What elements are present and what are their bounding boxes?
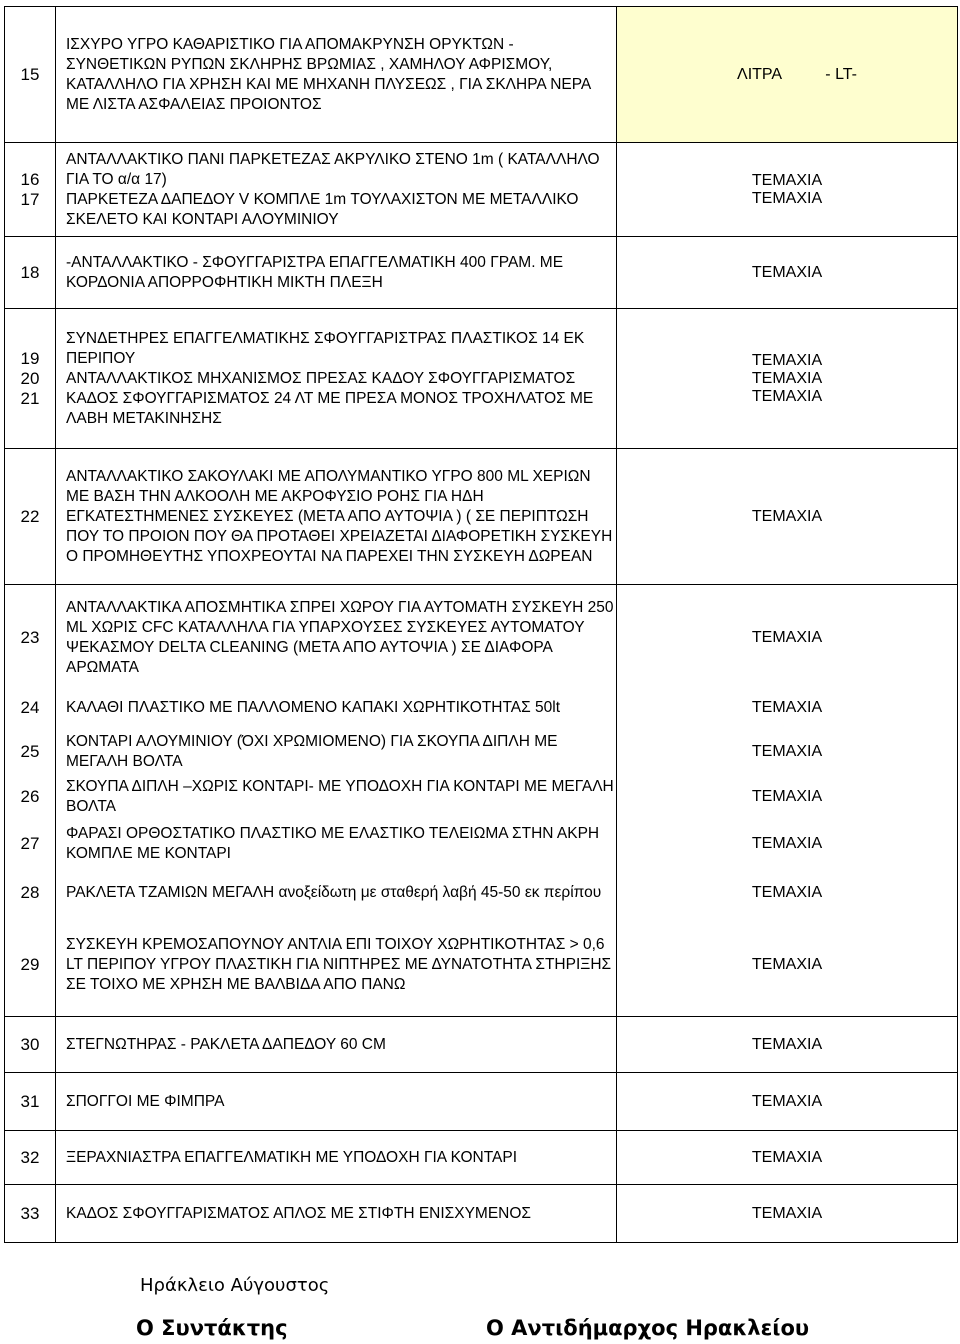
- unit-label: ΤΕΜΑΧΙΑ: [751, 834, 823, 852]
- item-number: 23: [20, 627, 40, 647]
- item-description: ΙΣΧΥΡΟ ΥΓΡΟ ΚΑΘΑΡΙΣΤΙΚΟ ΓΙΑ ΑΠΟΜΑΚΡΥΝΣΗ ΟΡΥΚΤΩΝ - ΣΥΝΘΕΤΙΚΩΝ ΡΥΠΩΝ ΣΚΛΗΡΗΣ ΒΡΩΜΙΑΣ , ΧΑΜΗΛΟΥ ΑΦΡΙΣΜΟΥ, ΚΑΤΑΛΛΗΛΟ ΓΙΑ ΧΡΗΣΗ ΚΑΙ ΜΕ ΜΗΧΑΝΗ ΠΛΥΣΕΩΣ , ΓΙΑ ΣΚΛΗΡΑ ΝΕΡΑ ΜΕ ΛΙΣΤΑ ΑΣΦΑΛΕΙΑΣ ΠΡΟΙΟΝΤΟΣ: [56, 7, 617, 143]
- unit-label: ΤΕΜΑΧΙΑ: [751, 189, 823, 207]
- place-date: Ηράκλειο Αύγουστος: [140, 1275, 330, 1296]
- item-number: 33: [5, 1185, 56, 1243]
- item-number: 30: [5, 1017, 56, 1073]
- unit-group: [617, 309, 958, 449]
- item-description-group: [56, 143, 617, 237]
- table-row: [5, 309, 958, 449]
- table-row: [5, 585, 958, 1017]
- item-description-group: [56, 585, 617, 1017]
- item-number: 29: [20, 954, 40, 974]
- table-row: [5, 237, 958, 309]
- table-row: [5, 1073, 958, 1131]
- item-number: 31: [5, 1073, 56, 1131]
- unit-label: ΤΕΜΑΧΙΑ: [617, 1017, 958, 1073]
- unit-label: ΤΕΜΑΧΙΑ: [751, 369, 823, 387]
- item-number: 17: [20, 189, 40, 209]
- item-description: ΠΑΡΚΕΤΕΖΑ ΔΑΠΕΔΟΥ V ΚΟΜΠΛΕ 1m ΤΟΥΛΑΧΙΣΤΟΝ ΜΕ ΜΕΤΑΛΛΙΚΟ ΣΚΕΛΕΤΟ ΚΑΙ ΚΟΝΤΑΡΙ ΑΛΟΥΜΙΝΙΟΥ: [66, 190, 579, 228]
- unit-label: ΤΕΜΑΧΙΑ: [617, 1073, 958, 1131]
- item-number-group: [5, 585, 56, 1017]
- table-row: [5, 1131, 958, 1185]
- unit-label: ΤΕΜΑΧΙΑ: [751, 171, 823, 189]
- item-description: ΑΝΤΑΛΛΑΚΤΙΚΟ ΣΑΚΟΥΛΑΚΙ ΜΕ ΑΠΟΛΥΜΑΝΤΙΚΟ ΥΓΡΟ 800 ML ΧΕΡΙΩΝ ΜΕ ΒΑΣΗ ΤΗΝ ΑΛΚΟΟΛΗ ΜΕ ΑΚΡΟΦΥΣΙΟ ΡΟΗΣ ΓΙΑ ΗΔΗ ΕΓΚΑΤΕΣΤΗΜΕΝΕΣ ΣΥΣΚΕΥΕΣ (ΜΕΤΑ ΑΠΟ ΑΥΤΟΨΙΑ ) ( ΣΕ ΠΕΡΙΠΤΩΣΗ ΠΟΥ ΤΟ ΠΡΟΙΟΝ ΠΟΥ ΘΑ ΠΡΟΤΑΘΕΙ ΧΡΕΙΑΖΕΤΑΙ ΔΙΑΦΟΡΕΤΙΚΗ ΣΥΣΚΕΥΗ Ο ΠΡΟΜΗΘΕΥΤΗΣ ΥΠΟΧΡΕΟΥΤΑΙ ΝΑ ΠΑΡΕΧΕΙ ΤΗΝ ΣΥΣΚΕΥΗ ΔΩΡΕΑΝ: [56, 449, 617, 585]
- unit-label: ΤΕΜΑΧΙΑ: [751, 787, 823, 805]
- unit-label: ΤΕΜΑΧΙΑ: [751, 387, 823, 405]
- item-number: 26: [20, 786, 40, 806]
- item-number: 24: [20, 697, 40, 717]
- item-number: 20: [20, 368, 40, 388]
- deputy-mayor-signature-label: Ο Αντιδήμαρχος Ηρακλείου: [486, 1316, 810, 1340]
- unit-label: ΤΕΜΑΧΙΑ: [617, 237, 958, 309]
- item-description: ΦΑΡΑΣΙ ΟΡΘΟΣΤΑΤΙΚΟ ΠΛΑΣΤΙΚΟ ΜΕ ΕΛΑΣΤΙΚΟ ΤΕΛΕΙΩΜΑ ΣΤΗΝ ΑΚΡΗ ΚΟΜΠΛΕ ΜΕ ΚΟΝΤΑΡΙ: [66, 824, 600, 862]
- unit-group: [617, 143, 958, 237]
- unit-cell: [617, 7, 958, 143]
- table-row: [5, 7, 958, 143]
- item-number-group: [5, 143, 56, 237]
- table-row: [5, 449, 958, 585]
- unit-label: ΤΕΜΑΧΙΑ: [751, 955, 823, 973]
- item-description: ΑΝΤΑΛΛΑΚΤΙΚΟ ΠΑΝΙ ΠΑΡΚΕΤΕΖΑΣ ΑΚΡΥΛΙΚΟ ΣΤΕΝΟ 1m ( ΚΑΤΑΛΛΗΛΟ ΓΙΑ ΤΟ α/α 17): [66, 150, 600, 188]
- item-description: ΣΥΣΚΕΥΗ ΚΡΕΜΟΣΑΠΟΥΝΟΥ ΑΝΤΛΙΑ ΕΠΙ ΤΟΙΧΟΥ ΧΩΡΗΤΙΚΟΤΗΤΑΣ > 0,6 LT ΠΕΡΙΠΟΥ ΥΓΡΟΥ ΠΛΑΣΤΙΚΗ ΓΙΑ ΝΙΠΤΗΡΕΣ ΜΕ ΔΥΝΑΤΟΤΗΤΑ ΣΤΗΡΙΞΗΣ ΣΕ ΤΟΙΧΟ ΜΕ ΧΡΗΣΗ ΜΕ ΒΑΛΒΙΔΑ ΑΠΟ ΠΑΝΩ: [66, 935, 612, 993]
- item-description: -ΑΝΤΑΛΛΑΚΤΙΚΟ - ΣΦΟΥΓΓΑΡΙΣΤΡΑ ΕΠΑΓΓΕΛΜΑΤΙΚΗ 400 ΓΡΑΜ. ΜΕ ΚΟΡΔΟΝΙΑ ΑΠΟΡΡΟΦΗΤΙΚΗ ΜΙΚΤΗ ΠΛΕΞΗ: [56, 237, 617, 309]
- item-number: 16: [20, 169, 40, 189]
- item-description: ΣΠΟΓΓΟΙ ΜΕ ΦΙΜΠΡΑ: [56, 1073, 617, 1131]
- item-number: 18: [5, 237, 56, 309]
- table-row: [5, 1185, 958, 1243]
- author-signature-label: Ο Συντάκτης: [136, 1316, 288, 1340]
- item-description: ΑΝΤΑΛΛΑΚΤΙΚΑ ΑΠΟΣΜΗΤΙΚΑ ΣΠΡΕΙ ΧΩΡΟΥ ΓΙΑ ΑΥΤΟΜΑΤΗ ΣΥΣΚΕΥΗ 250 ML ΧΩΡΙΣ CFC ΚΑΤΑΛΛΗΛΑ ΓΙΑ ΥΠΑΡΧΟΥΣΕΣ ΣΥΣΚΕΥΕΣ ΑΥΤΟΜΑΤΟΥ ΨΕΚΑΣΜΟΥ DELTA CLEANING (ΜΕΤΑ ΑΠΟ ΑΥΤΟΨΙΑ ) ΣΕ ΔΙΑΦΟΡΑ ΑΡΩΜΑΤΑ: [66, 598, 614, 676]
- item-number: 19: [20, 348, 40, 368]
- item-description: ΣΥΝΔΕΤΗΡΕΣ ΕΠΑΓΓΕΛΜΑΤΙΚΗΣ ΣΦΟΥΓΓΑΡΙΣΤΡΑΣ ΠΛΑΣΤΙΚΟΣ 14 ΕΚ ΠΕΡΙΠΟΥ: [66, 329, 585, 367]
- item-description: ΚΑΔΟΣ ΣΦΟΥΓΓΑΡΙΣΜΑΤΟΣ 24 ΛΤ ΜΕ ΠΡΕΣΑ ΜΟΝΟΣ ΤΡΟΧΗΛΑΤΟΣ ΜΕ ΛΑΒΗ ΜΕΤΑΚΙΝΗΣΗΣ: [66, 389, 594, 427]
- unit-label: ΤΕΜΑΧΙΑ: [617, 1185, 958, 1243]
- item-number: 21: [20, 388, 40, 408]
- unit-label: ΤΕΜΑΧΙΑ: [617, 1131, 958, 1185]
- item-description: ΞΕΡΑΧΝΙΑΣΤΡΑ ΕΠΑΓΓΕΛΜΑΤΙΚΗ ΜΕ ΥΠΟΔΟΧΗ ΓΙΑ ΚΟΝΤΑΡΙ: [56, 1131, 617, 1185]
- unit-label: ΤΕΜΑΧΙΑ: [617, 449, 958, 585]
- table-row: [5, 1017, 958, 1073]
- item-description-group: [56, 309, 617, 449]
- table-row: [5, 143, 958, 237]
- item-description: ΑΝΤΑΛΛΑΚΤΙΚΟΣ ΜΗΧΑΝΙΣΜΟΣ ΠΡΕΣΑΣ ΚΑΔΟΥ ΣΦΟΥΓΓΑΡΙΣΜΑΤΟΣ: [66, 369, 576, 387]
- unit-label: ΤΕΜΑΧΙΑ: [751, 698, 823, 716]
- unit-group: [617, 585, 958, 1017]
- item-number: 22: [5, 449, 56, 585]
- unit-label: ΤΕΜΑΧΙΑ: [751, 351, 823, 369]
- item-description: ΚΑΔΟΣ ΣΦΟΥΓΓΑΡΙΣΜΑΤΟΣ ΑΠΛΟΣ ΜΕ ΣΤΙΦΤΗ ΕΝΙΣΧΥΜΕΝΟΣ: [56, 1185, 617, 1243]
- item-description: ΡΑΚΛΕΤΑ ΤΖΑΜΙΩΝ ΜΕΓΑΛΗ ανοξείδωτη με σταθερή λαβή 45-50 εκ περίπου: [66, 883, 602, 901]
- item-number: 15: [5, 7, 56, 143]
- item-description: ΣΚΟΥΠΑ ΔΙΠΛΗ –ΧΩΡΙΣ ΚΟΝΤΑΡΙ- ΜΕ ΥΠΟΔΟΧΗ ΓΙΑ ΚΟΝΤΑΡΙ ΜΕ ΜΕΓΑΛΗ ΒΟΛΤΑ: [66, 777, 614, 815]
- unit-label: ΤΕΜΑΧΙΑ: [751, 742, 823, 760]
- unit-abbr: - LT-: [825, 65, 857, 83]
- items-table: [4, 6, 958, 1243]
- unit-label: ΤΕΜΑΧΙΑ: [751, 883, 823, 901]
- item-description: ΣΤΕΓΝΩΤΗΡΑΣ - ΡΑΚΛΕΤΑ ΔΑΠΕΔΟΥ 60 CM: [56, 1017, 617, 1073]
- item-number: 32: [5, 1131, 56, 1185]
- item-description: ΚΑΛΑΘΙ ΠΛΑΣΤΙΚΟ ΜΕ ΠΑΛΛΟΜΕΝΟ ΚΑΠΑΚΙ ΧΩΡΗΤΙΚΟΤΗΤΑΣ 50lt: [66, 698, 561, 716]
- item-number: 28: [20, 882, 40, 902]
- item-description: ΚΟΝΤΑΡΙ ΑΛΟΥΜΙΝΙΟΥ (ΌΧΙ ΧΡΩΜΙΟΜΕΝΟ) ΓΙΑ ΣΚΟΥΠΑ ΔΙΠΛΗ ΜΕ ΜΕΓΑΛΗ ΒΟΛΤΑ: [66, 732, 558, 770]
- unit-label: ΤΕΜΑΧΙΑ: [751, 628, 823, 646]
- item-number: 27: [20, 833, 40, 853]
- unit-label: ΛΙΤΡΑ: [737, 65, 783, 83]
- item-number-group: [5, 309, 56, 449]
- item-number: 25: [20, 741, 40, 761]
